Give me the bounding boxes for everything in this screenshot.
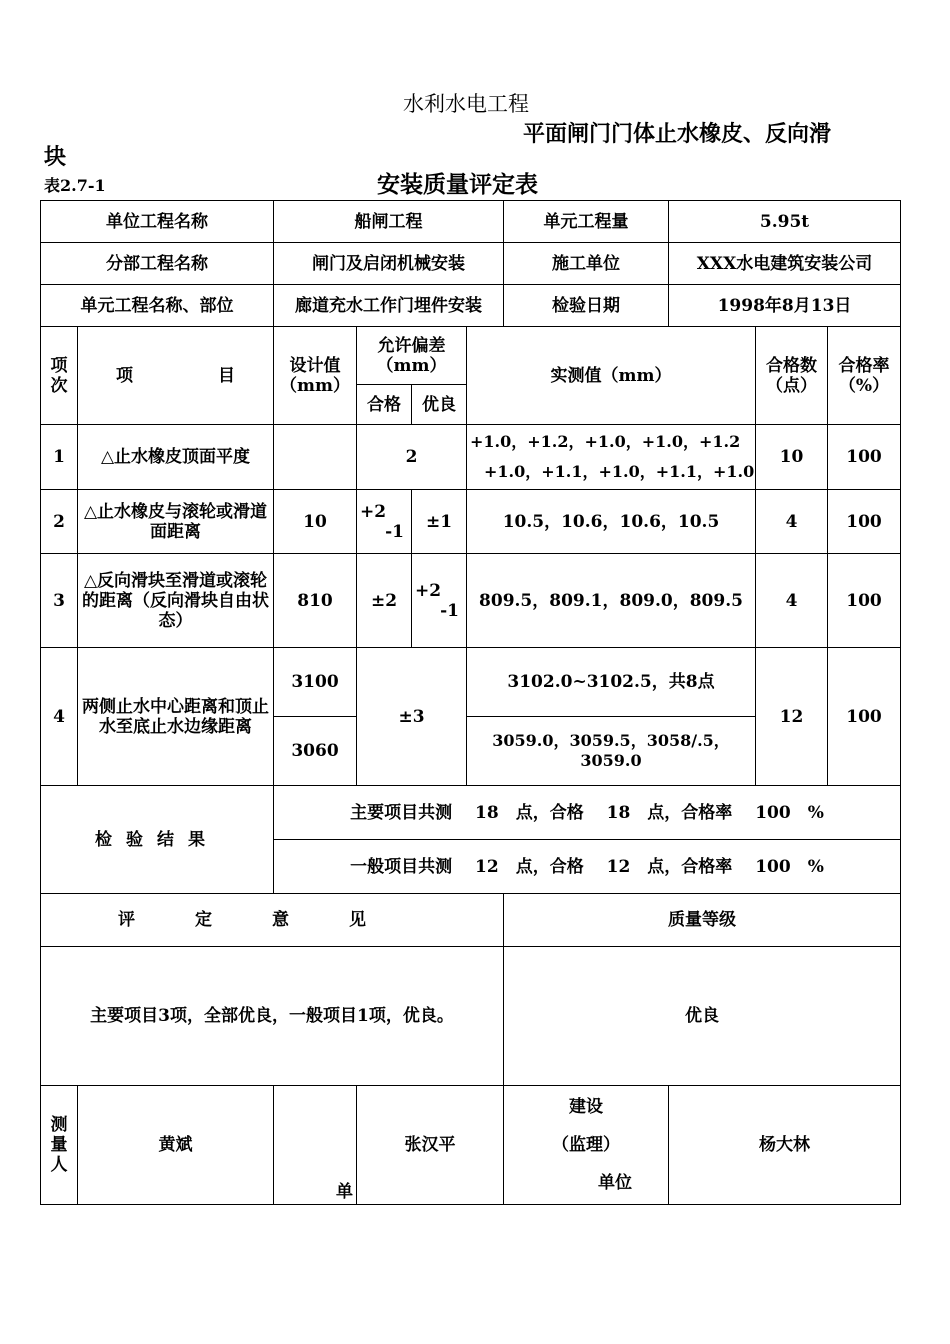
result-general-line: 一般项目共测 12 点，合格 12 点，合格率 100 %: [274, 840, 901, 894]
unit-quantity-label: 单元工程量: [504, 201, 669, 243]
col-design-header: 设计值（mm）: [274, 327, 357, 425]
contractor-value: XXX水电建筑安装公司: [669, 243, 901, 285]
row1-measured-line2: +1.0，+1.1，+1.0，+1.1，+1.0: [484, 462, 755, 481]
row3-measured: 809.5，809.1，809.0，809.5: [467, 554, 756, 648]
row4-design-a: 3100: [274, 648, 357, 717]
header-line-1: 水利水电工程: [403, 92, 529, 116]
supervisor-label-3: 单位: [598, 1173, 632, 1193]
header-line-2: 平面闸门门体止水橡皮、反向滑: [523, 121, 832, 147]
col-item-header: 项 目: [78, 327, 274, 425]
row3-design: 810: [274, 554, 357, 648]
grade-value: 优良: [504, 947, 901, 1086]
col-tolerance-header: 允许偏差（mm）: [357, 327, 467, 385]
row2-pass-upper: +2: [360, 501, 387, 522]
row1-pass-count: 10: [756, 425, 828, 490]
opinion-text: 主要项目3项，全部优良，一般项目1项，优良。: [41, 947, 504, 1086]
row3-good-lower: -1: [440, 600, 459, 621]
constructor-name: 张汉平: [357, 1086, 504, 1205]
row3-pass-count: 4: [756, 554, 828, 648]
row4-measured-a: 3102.0~3102.5，共8点: [467, 648, 756, 717]
supervisor-label-1: 建设: [569, 1097, 603, 1117]
row2-pass-rate: 100: [828, 490, 901, 554]
row2-pass-lower: -1: [385, 521, 404, 542]
contractor-label: 施工单位: [504, 243, 669, 285]
row2-good: ±1: [412, 490, 467, 554]
inspection-date-label: 检验日期: [504, 285, 669, 327]
surveyor-name: 黄斌: [78, 1086, 274, 1205]
supervisor-label-2: （监理）: [552, 1135, 620, 1155]
unit-fragment: 单: [274, 1086, 357, 1205]
branch-label: 分部工程名称: [41, 243, 274, 285]
element-value: 廊道充水工作门埋件安装: [274, 285, 504, 327]
row4-design-b: 3060: [274, 717, 357, 786]
unit-quantity-value: 5.95t: [669, 201, 901, 243]
form-title: 安装质量评定表: [377, 171, 538, 198]
element-label: 单元工程名称、部位: [41, 285, 274, 327]
row1-pass-rate: 100: [828, 425, 901, 490]
row3-good-upper: +2: [415, 580, 442, 601]
result-label: 检验结果: [41, 786, 274, 894]
row1-design: [274, 425, 357, 490]
col-pass-count-header: 合格数（点）: [756, 327, 828, 425]
row2-pass-count: 4: [756, 490, 828, 554]
row4-item: 两侧止水中心距离和顶止水至底止水边缘距离: [78, 648, 274, 786]
row1-item: △止水橡皮顶面平度: [78, 425, 274, 490]
col-pass-rate-header: 合格率（%）: [828, 327, 901, 425]
col-no-header: 项次: [41, 327, 78, 425]
col-pass-header: 合格: [357, 385, 412, 425]
row1-no: 1: [41, 425, 78, 490]
branch-value: 闸门及启闭机械安装: [274, 243, 504, 285]
row2-item: △止水橡皮与滚轮或滑道面距离: [78, 490, 274, 554]
row1-measured-line1: +1.0，+1.2，+1.0，+1.0，+1.2: [470, 432, 741, 451]
unit-project-label: 单位工程名称: [41, 201, 274, 243]
row4-pass-rate: 100: [828, 648, 901, 786]
row4-no: 4: [41, 648, 78, 786]
row4-pass-count: 12: [756, 648, 828, 786]
row1-tolerance: 2: [357, 425, 467, 490]
unit-project-value: 船闸工程: [274, 201, 504, 243]
col-good-header: 优良: [412, 385, 467, 425]
row2-measured: 10.5，10.6，10.6，10.5: [467, 490, 756, 554]
surveyor-label: 测量人: [41, 1086, 78, 1205]
row2-no: 2: [41, 490, 78, 554]
result-main-line: 主要项目共测 18 点，合格 18 点，合格率 100 %: [274, 786, 901, 840]
inspection-date-value: 1998年8月13日: [669, 285, 901, 327]
row4-measured-b: 3059.0，3059.5，3058/.5，3059.0: [467, 717, 756, 786]
row3-pass: ±2: [357, 554, 412, 648]
row3-pass-rate: 100: [828, 554, 901, 648]
row2-design: 10: [274, 490, 357, 554]
form-number: 表2.7-1: [44, 176, 106, 195]
row4-tolerance: ±3: [357, 648, 467, 786]
row3-no: 3: [41, 554, 78, 648]
header-line-3: 块: [44, 144, 67, 170]
row3-good: [412, 554, 467, 648]
opinion-label: 评定意见: [41, 894, 504, 947]
row1-measured: [467, 425, 756, 490]
evaluation-table: [40, 200, 901, 1205]
supervisor-label: [504, 1086, 669, 1205]
col-measured-header: 实测值（mm）: [467, 327, 756, 425]
grade-label: 质量等级: [504, 894, 901, 947]
row3-item: △反向滑块至滑道或滚轮的距离（反向滑块自由状态）: [78, 554, 274, 648]
row2-pass: [357, 490, 412, 554]
supervisor-name: 杨大林: [669, 1086, 901, 1205]
